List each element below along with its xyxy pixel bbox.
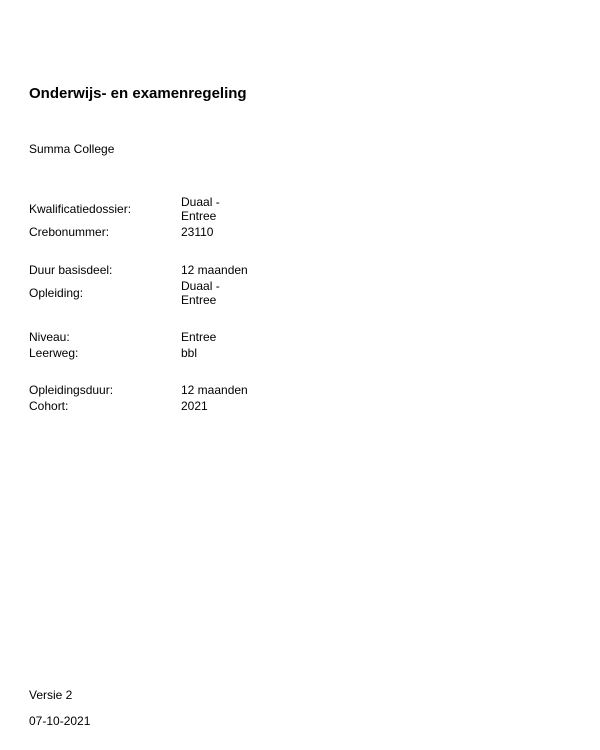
- crebonummer-label: Crebonummer:: [29, 225, 110, 239]
- leerweg-value: bbl: [181, 346, 198, 360]
- version-text: Versie 2: [29, 688, 73, 702]
- opleidingsduur-value: 12 maanden: [181, 383, 248, 397]
- crebonummer-value: 23110: [181, 225, 214, 239]
- kwalificatiedossier-value: Duaal - Entree: [181, 195, 220, 223]
- cohort-label: Cohort:: [29, 399, 69, 413]
- opleidingsduur-label: Opleidingsduur:: [29, 383, 114, 397]
- duur-basisdeel-value: 12 maanden: [181, 263, 248, 277]
- kwalificatiedossier-label: Kwalificatiedossier:: [29, 202, 132, 216]
- institution-name: Summa College: [29, 142, 115, 156]
- leerweg-label: Leerweg:: [29, 346, 79, 360]
- document-title: Onderwijs- en examenregeling: [29, 85, 247, 102]
- date-text: 07-10-2021: [29, 714, 91, 728]
- duur-basisdeel-label: Duur basisdeel:: [29, 263, 113, 277]
- niveau-label: Niveau:: [29, 330, 70, 344]
- niveau-value: Entree: [181, 330, 217, 344]
- cohort-value: 2021: [181, 399, 208, 413]
- opleiding-value: Duaal - Entree: [181, 279, 220, 307]
- opleiding-label: Opleiding:: [29, 286, 84, 300]
